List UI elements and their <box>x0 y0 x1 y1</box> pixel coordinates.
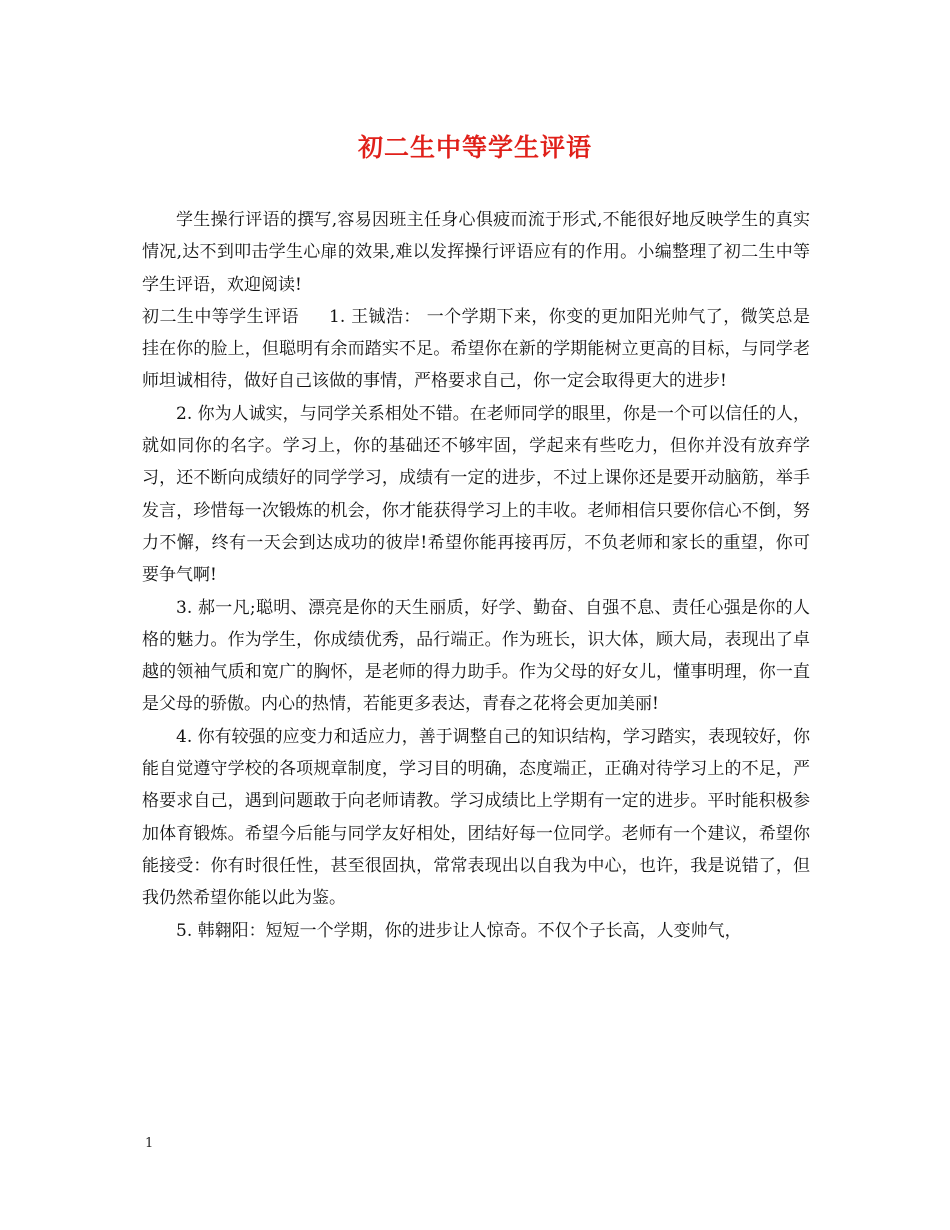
section-heading: 初二生中等学生评语 <box>142 306 299 327</box>
document-body <box>142 204 810 947</box>
comment-item-5: 5. 韩翱阳：短短一个学期，你的进步让人惊奇。不仅个子长高，人变帅气， <box>176 920 742 941</box>
comment-item-3: 3. 郝一凡;聪明、漂亮是你的天生丽质，好学、勤奋、自强不息、责任心强是你的人格的魅力。作为学生，你成绩优秀，品行端正。作为班长，识大体，顾大局，表现出了卓越的领袖气质和宽广的胸怀，是老师的得力助手。作为父母的好女儿，懂事明理，你一直是父母的骄傲。内心的热情，若能更多表达，青春之花将会更加美丽! <box>142 597 810 715</box>
comment-item-1: 1. 王铖浩： 一个学期下来，你变的更加阳光帅气了，微笑总是挂在你的脸上，但聪明有余而踏实不足。希望你在新的学期能树立更高的目标，与同学老师坦诚相待，做好自己该做的事情，严格要求自己，你一定会取得更大的进步! <box>142 306 811 392</box>
page-number: 1 <box>145 1136 154 1151</box>
comment-item-2: 2. 你为人诚实，与同学关系相处不错。在老师同学的眼里，你是一个可以信任的人，就如同你的名字。学习上，你的基础还不够牢固，学起来有些吃力，但你并没有放弃学习，还不断向成绩好的同学学习，成绩有一定的进步，不过上课你还是要开动脑筋，举手发言，珍惜每一次锻炼的机会，你才能获得学习上的丰收。老师相信只要你信心不倒，努力不懈，终有一天会到达成功的彼岸!希望你能再接再厉，不负老师和家长的重望，你可要争气啊! <box>142 403 810 586</box>
comment-item-4: 4. 你有较强的应变力和适应力，善于调整自己的知识结构，学习踏实，表现较好，你能自觉遵守学校的各项规章制度，学习目的明确，态度端正，正确对待学习上的不足，严格要求自己，遇到问题敢于向老师请教。学习成绩比上学期有一定的进步。平时能积极参加体育锻炼。希望今后能与同学友好相处，团结好每一位同学。老师有一个建议，希望你能接受：你有时很任性，甚至很固执，常常表现出以自我为中心，也许，我是说错了，但我仍然希望你能以此为鉴。 <box>142 726 810 909</box>
intro-paragraph: 学生操行评语的撰写,容易因班主任身心俱疲而流于形式,不能很好地反映学生的真实情况,达不到叩击学生心扉的效果,难以发挥操行评语应有的作用。小编整理了初二生中等学生评语，欢迎阅读! <box>142 210 810 295</box>
document-title: 初二生中等学生评语 <box>357 133 592 162</box>
first-item-paragraph <box>142 301 810 398</box>
